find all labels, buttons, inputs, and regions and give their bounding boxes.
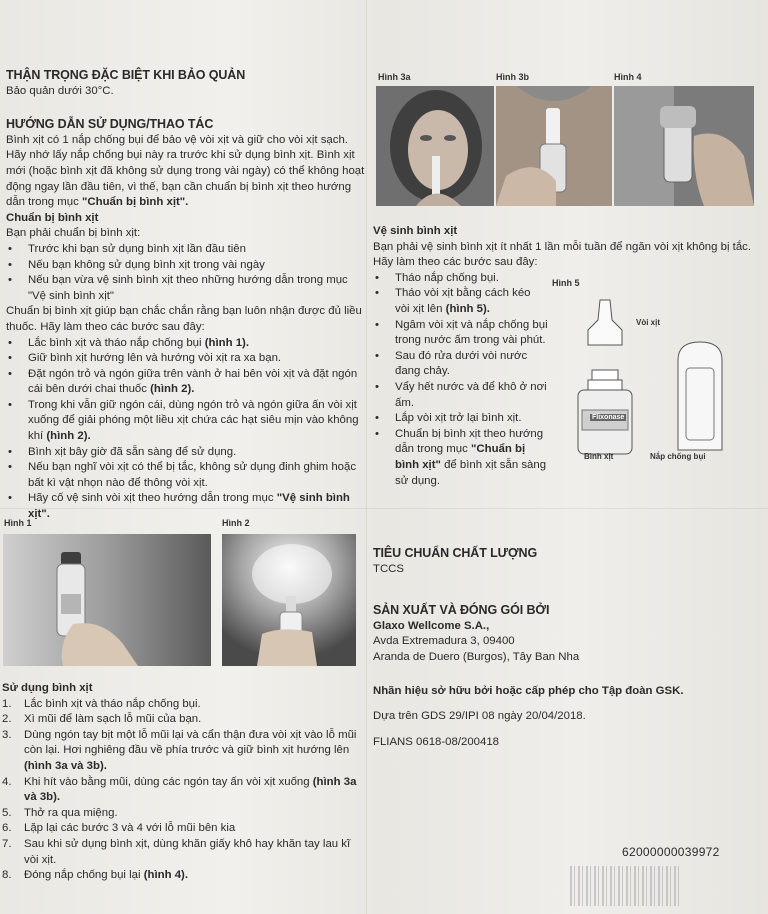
list-item: • Giữ bình xịt hướng lên và hướng vòi xịt ra xa bạn. bbox=[6, 351, 366, 367]
bottle-label: Bình xịt bbox=[584, 452, 614, 461]
shake-bottle-illustration bbox=[3, 534, 211, 666]
list-item: • Nếu bạn không sử dụng bình xịt trong vài ngày bbox=[6, 258, 366, 274]
list-item: • Đặt ngón trỏ và ngón giữa trên vành ở hai bên vòi xịt và đặt ngón cái bên dưới chai thuốc (hình 2). bbox=[6, 367, 366, 398]
list-item: 7. Sau khi sử dụng bình xịt, dùng khăn giấy khô hay khăn tay lau kĩ vòi xịt. bbox=[2, 837, 351, 866]
figure-5-label: Hình 5 bbox=[552, 278, 580, 288]
barcode-number: 62000000039972 bbox=[622, 845, 720, 859]
list-item: • Bình xịt bây giờ đã sẵn sàng để sử dụng. bbox=[6, 445, 366, 461]
nose-spray-closeup-illustration bbox=[496, 86, 612, 206]
left-column bbox=[6, 68, 366, 523]
list-item: • Ngâm vòi xịt và nắp chống bụi trong nước ấm trong vài phút. bbox=[373, 318, 548, 349]
prep-purpose: Chuẩn bị bình xịt giúp bạn chắc chắn rằng bạn luôn nhận được đủ liều thuốc. Hãy làm theo các bước sau đây: bbox=[6, 305, 362, 333]
list-item: 5. Thở ra qua miệng. bbox=[2, 806, 118, 819]
list-item: 6. Lặp lại các bước 3 và 4 với lỗ mũi bên kia bbox=[2, 822, 236, 835]
nozzle-label: Vòi xịt bbox=[636, 318, 661, 327]
list-item: • Trước khi bạn sử dụng bình xịt lần đầu tiên bbox=[6, 242, 366, 258]
manufacturer-title: SẢN XUẤT VÀ ĐÓNG GÓI BỞI bbox=[373, 603, 550, 618]
manufacturer-name: Glaxo Wellcome S.A., bbox=[373, 619, 490, 632]
manufacturer-address-2: Aranda de Duero (Burgos), Tây Ban Nha bbox=[373, 650, 580, 663]
prime-spray-illustration bbox=[222, 534, 356, 666]
quality-title: TIÊU CHUẨN CHẤT LƯỢNG bbox=[373, 546, 538, 560]
trademark-note: Nhãn hiệu sở hữu bởi hoặc cấp phép cho Tập đoàn GSK. bbox=[373, 684, 684, 697]
manufacturer-address-1: Avda Extremadura 3, 09400 bbox=[373, 635, 515, 648]
cleaning-title: Vệ sinh bình xịt bbox=[373, 225, 458, 237]
prep-cases-list bbox=[6, 242, 366, 304]
list-item: • Nếu bạn nghĩ vòi xịt có thể bị tắc, không sử dụng đinh ghim hoặc bất kì vật nhọn nào để thông vòi xịt. bbox=[6, 460, 366, 491]
use-spray-title: Sử dụng bình xịt bbox=[2, 682, 93, 694]
usage-intro: Bình xịt có 1 nắp chống bụi để bảo vệ vòi xịt và giữ cho vòi xịt sạch. Hãy nhớ lấy nắp chống bụi này ra trước khi sử dụng bình xịt. Bình xịt mới (hoặc bình xịt đã không sử dụng trong vài ngày) có thể không hoạt động ngay lần đầu tiên, vì thế, bạn cần chuẩn bị bình xịt theo hướng dẫn trong mục "Chuẩn bị bình xịt". bbox=[6, 133, 365, 209]
figure-2-photo bbox=[222, 534, 356, 666]
list-item: • Nếu bạn vừa vệ sinh bình xịt theo những hướng dẫn trong mục "Vệ sinh bình xịt" bbox=[6, 273, 366, 304]
list-item: • Lắp vòi xịt trở lại bình xịt. bbox=[373, 411, 548, 427]
list-item: • Tháo vòi xịt bằng cách kéo vòi xịt lên (hình 5). bbox=[373, 286, 548, 317]
list-item: • Lắc bình xịt và tháo nắp chống bụi (hình 1). bbox=[6, 336, 366, 352]
figure-2-label: Hình 2 bbox=[222, 518, 250, 528]
use-spray-steps bbox=[2, 697, 366, 884]
figure-4-photo bbox=[614, 86, 754, 206]
list-item: 4. Khi hít vào bằng mũi, dùng các ngón tay ấn vòi xịt xuống (hình 3a và 3b). bbox=[2, 775, 357, 804]
prep-steps-list bbox=[6, 336, 366, 523]
list-item: • Hãy cố vệ sinh vòi xịt theo hướng dẫn trong mục "Vệ sinh bình xịt". bbox=[6, 491, 366, 522]
figure-1-label: Hình 1 bbox=[4, 518, 32, 528]
list-item: 1. Lắc bình xịt và tháo nắp chống bụi. bbox=[2, 697, 201, 710]
storage-text: Bảo quản dưới 30°C. bbox=[6, 84, 114, 97]
usage-title: HƯỚNG DẪN SỬ DỤNG/THAO TÁC bbox=[6, 117, 214, 132]
figure-3a-photo bbox=[376, 86, 494, 206]
list-item: • Tháo nắp chống bụi. bbox=[373, 271, 548, 287]
list-item: 2. Xì mũi để làm sạch lỗ mũi của bạn. bbox=[2, 713, 202, 726]
bottle-brand-label: Flixonase bbox=[592, 414, 625, 421]
list-item: • Sau đó rửa dưới vòi nước đang chảy. bbox=[373, 349, 548, 380]
cap-label: Nắp chống bụi bbox=[650, 452, 706, 461]
quality-value: TCCS bbox=[373, 562, 405, 575]
barcode bbox=[570, 866, 680, 906]
cleaning-steps bbox=[373, 271, 548, 489]
bottle-parts-illustration bbox=[560, 290, 750, 468]
woman-using-spray-illustration bbox=[376, 86, 494, 206]
based-on-note: Dựa trên GDS 29/IPI 08 ngày 20/04/2018. bbox=[373, 710, 586, 723]
close-cap-illustration bbox=[614, 86, 754, 206]
prep-title: Chuẩn bị bình xịt bbox=[6, 211, 99, 224]
list-item: • Vẩy hết nước và để khô ở nơi ấm. bbox=[373, 380, 548, 411]
figure-3b-label: Hình 3b bbox=[496, 72, 529, 82]
fold-line bbox=[366, 0, 367, 914]
storage-title: THẬN TRỌNG ĐẶC BIỆT KHI BẢO QUẢN bbox=[6, 68, 246, 82]
list-item: • Trong khi vẫn giữ ngón cái, dùng ngón trỏ và ngón giữa ấn vòi xịt xuống để giải phóng một liều xịt chứa các hạt siêu mịn vào không khí (hình 2). bbox=[6, 398, 366, 445]
list-item: • Chuẩn bị bình xịt theo hướng dẫn trong mục "Chuẩn bị bình xịt" để bình xịt sẵn sàng sử dụng. bbox=[373, 427, 548, 489]
cleaning-intro: Bạn phải vệ sinh bình xịt ít nhất 1 lần mỗi tuần để ngăn vòi xịt không bị tắc. Hãy làm theo các bước sau đây: bbox=[373, 240, 752, 269]
use-spray-section bbox=[2, 681, 366, 884]
figure-3a-label: Hình 3a bbox=[378, 72, 411, 82]
figure-1-photo bbox=[3, 534, 211, 666]
leaflet-code: FLIANS 0618-08/200418 bbox=[373, 735, 500, 748]
figure-5-diagram bbox=[560, 290, 750, 468]
list-item: 3. Dùng ngón tay bịt một lỗ mũi lại và cẩn thận đưa vòi xịt vào lỗ mũi còn lại. Hơi nghiêng đầu về phía trước và giữ bình xịt hướng lên (hình 3a và 3b). bbox=[2, 728, 357, 772]
list-item: 8. Đóng nắp chống bụi lại (hình 4). bbox=[2, 869, 188, 882]
figure-3b-photo bbox=[496, 86, 612, 206]
figure-4-label: Hình 4 bbox=[614, 72, 642, 82]
quality-section bbox=[373, 546, 763, 750]
prep-lead: Bạn phải chuẩn bị bình xịt: bbox=[6, 227, 141, 240]
